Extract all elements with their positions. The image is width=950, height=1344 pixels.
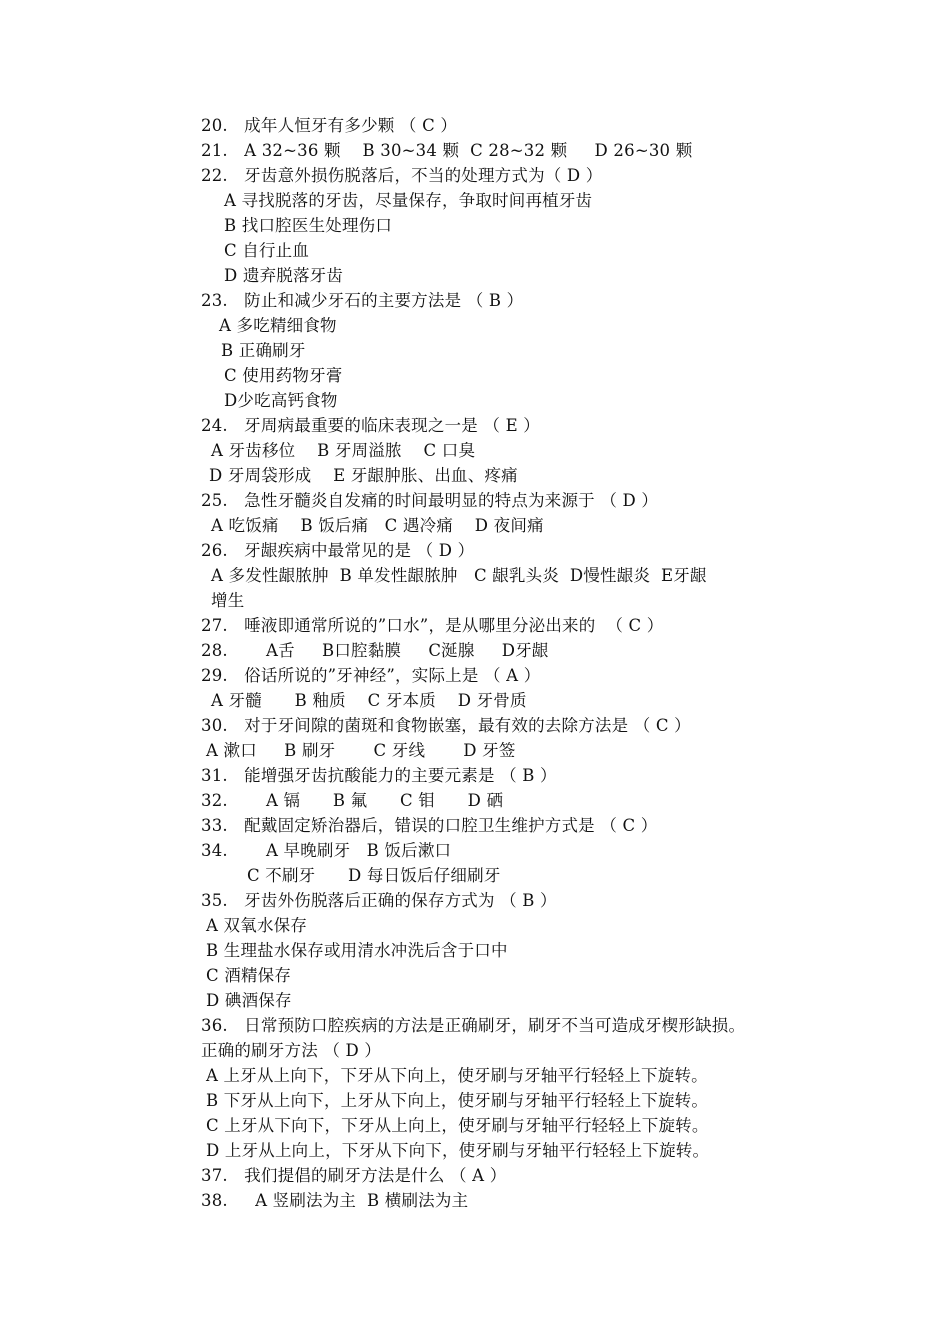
option-line: B 下牙从上向下，上牙从下向上，使牙刷与牙轴平行轻轻上下旋转。: [206, 1091, 709, 1110]
question-31: 31. 能增强牙齿抗酸能力的主要元素是 （ B ）: [201, 766, 557, 785]
option-line: D 碘酒保存: [206, 991, 292, 1010]
option-line: C 上牙从下向下，下牙从上向上，使牙刷与牙轴平行轻轻上下旋转。: [206, 1116, 709, 1135]
option-line: C 酒精保存: [206, 966, 292, 985]
question-29: 29. 俗话所说的”牙神经”，实际上是 （ A ）: [201, 666, 541, 685]
option-line: A 漱口 B 刷牙 C 牙线 D 牙签: [206, 741, 516, 760]
option-line: A 上牙从上向下，下牙从下向上，使牙刷与牙轴平行轻轻上下旋转。: [206, 1066, 708, 1085]
option-line: B 找口腔医生处理伤口: [224, 216, 393, 235]
question-20: 20. 成年人恒牙有多少颗 （ C ）: [201, 116, 458, 135]
question-36-continued: 正确的刷牙方法 （ D ）: [201, 1041, 382, 1060]
question-23: 23. 防止和减少牙石的主要方法是 （ B ）: [201, 291, 524, 310]
option-line: B 正确刷牙: [221, 341, 306, 360]
question-33: 33. 配戴固定矫治器后，错误的口腔卫生维护方式是 （ C ）: [201, 816, 658, 835]
question-24: 24. 牙周病最重要的临床表现之一是 （ E ）: [201, 416, 540, 435]
question-27: 27. 唾液即通常所说的”口水”，是从哪里分泌出来的 （ C ）: [201, 616, 664, 635]
option-line: A 多发性龈脓肿 B 单发性龈脓肿 C 龈乳头炎 D慢性龈炎 E牙龈: [211, 566, 707, 585]
question-32-options: 32. A 镉 B 氟 C 钼 D 硒: [201, 791, 504, 810]
option-line: A 多吃精细食物: [219, 316, 337, 335]
question-34-options: 34. A 早晚刷牙 B 饭后漱口: [201, 841, 452, 860]
option-line: D少吃高钙食物: [224, 391, 338, 410]
option-line: B 生理盐水保存或用清水冲洗后含于口中: [206, 941, 508, 960]
option-line: A 牙髓 B 釉质 C 牙本质 D 牙骨质: [211, 691, 527, 710]
option-line: D 遗弃脱落牙齿: [224, 266, 344, 285]
question-22: 22. 牙齿意外损伤脱落后，不当的处理方式为（ D ）: [201, 166, 603, 185]
question-28-options: 28. A舌 B口腔黏膜 C涎腺 D牙龈: [201, 641, 549, 660]
question-38-options: 38. A 竖刷法为主 B 横刷法为主: [201, 1191, 469, 1210]
question-25: 25. 急性牙髓炎自发痛的时间最明显的特点为来源于 （ D ）: [201, 491, 659, 510]
option-line: A 寻找脱落的牙齿，尽量保存，争取时间再植牙齿: [224, 191, 593, 210]
option-line: A 牙齿移位 B 牙周溢脓 C 口臭: [211, 441, 476, 460]
option-line: A 吃饭痛 B 饭后痛 C 遇冷痛 D 夜间痛: [211, 516, 544, 535]
option-line: A 双氧水保存: [206, 916, 308, 935]
question-36: 36. 日常预防口腔疾病的方法是正确刷牙，刷牙不当可造成牙楔形缺损。: [201, 1016, 746, 1035]
question-30: 30. 对于牙间隙的菌斑和食物嵌塞，最有效的去除方法是 （ C ）: [201, 716, 691, 735]
option-line: D 牙周袋形成 E 牙龈肿胀、出血、疼痛: [209, 466, 518, 485]
option-line: C 自行止血: [224, 241, 310, 260]
option-line: C 不刷牙 D 每日饭后仔细刷牙: [247, 866, 501, 885]
option-line: D 上牙从上向上，下牙从下向下，使牙刷与牙轴平行轻轻上下旋转。: [206, 1141, 710, 1160]
question-21-options: 21. A 32~36 颗 B 30~34 颗 C 28~32 颗 D 26~30 颗: [201, 141, 693, 160]
option-line-continued: 增生: [211, 591, 245, 610]
question-35: 35. 牙齿外伤脱落后正确的保存方式为 （ B ）: [201, 891, 557, 910]
question-26: 26. 牙龈疾病中最常见的是 （ D ）: [201, 541, 475, 560]
option-line: C 使用药物牙膏: [224, 366, 343, 385]
question-37: 37. 我们提倡的刷牙方法是什么 （ A ）: [201, 1166, 507, 1185]
